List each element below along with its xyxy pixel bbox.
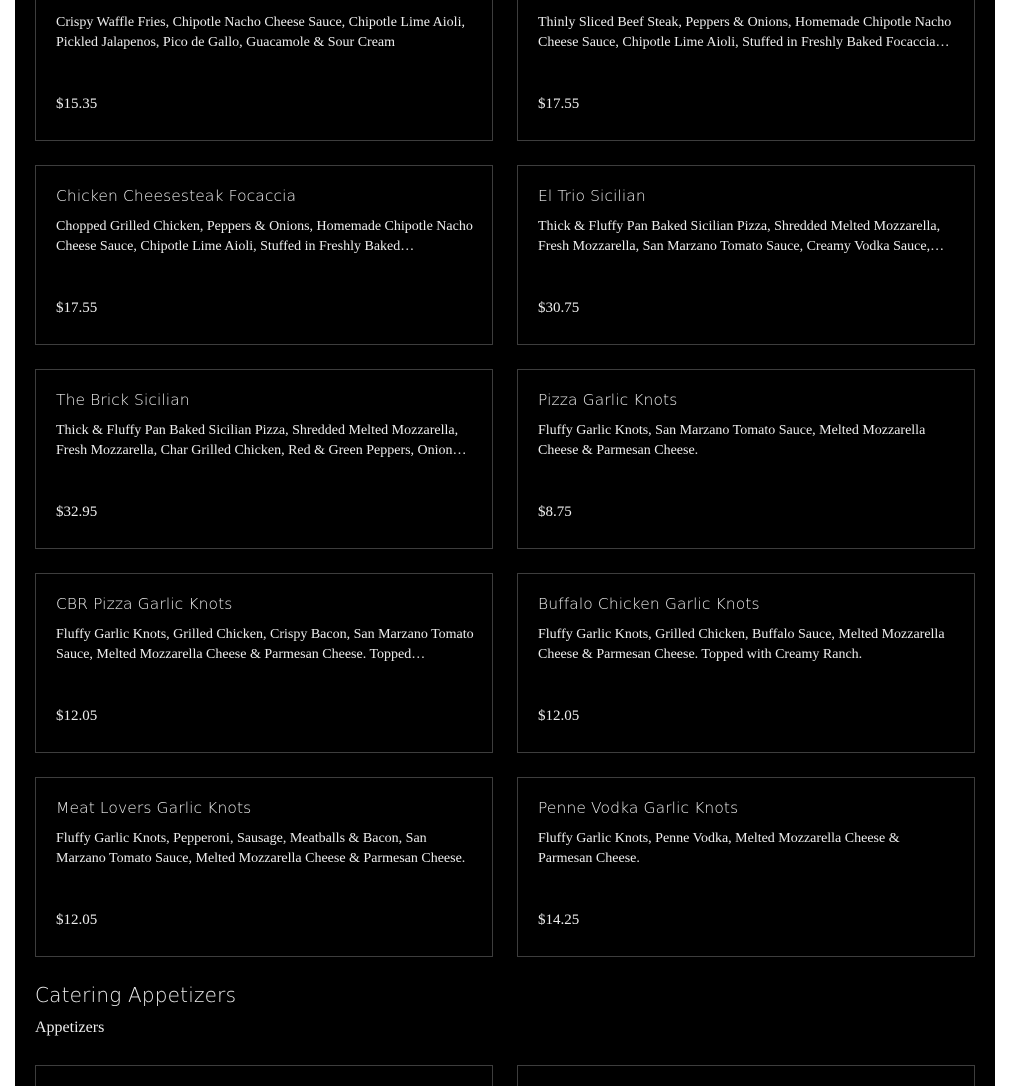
menu-item-description: Fluffy Garlic Knots, Penne Vodka, Melted Mozzarella Cheese & Parmesan Cheese. xyxy=(538,831,900,866)
section-subtitle: Appetizers xyxy=(35,1019,105,1036)
menu-item-price: $17.55 xyxy=(56,300,98,316)
menu-item-price: $15.35 xyxy=(56,96,98,112)
menu-item-description: Thick & Fluffy Pan Baked Sicilian Pizza, Shredded Melted Mozzarella, Fresh Mozzarella, Char Grilled Chicken, Red & Green Peppers, Onion… xyxy=(56,423,467,458)
menu-item-price: $12.05 xyxy=(56,912,98,928)
menu-item-price: $8.75 xyxy=(538,504,572,520)
menu-item-card[interactable] xyxy=(35,0,493,141)
menu-item-card[interactable] xyxy=(35,165,493,345)
menu-item-price: $32.95 xyxy=(56,504,98,520)
menu-item-description: Fluffy Garlic Knots, Grilled Chicken, Crispy Bacon, San Marzano Tomato Sauce, Melted Mozzarella Cheese & Parmesan Cheese. Topped… xyxy=(56,627,474,662)
menu-item-description: Fluffy Garlic Knots, Grilled Chicken, Buffalo Sauce, Melted Mozzarella Cheese & Parmesan Cheese. Topped with Creamy Ranch. xyxy=(538,627,945,662)
menu-item-description: Chopped Grilled Chicken, Peppers & Onions, Homemade Chipotle Nacho Cheese Sauce, Chipotle Lime Aioli, Stuffed in Freshly Baked… xyxy=(56,219,473,254)
menu-item-card[interactable] xyxy=(35,777,493,957)
menu-item-title: Buffalo Chicken Garlic Knots xyxy=(538,595,760,613)
menu-item-title: CBR Pizza Garlic Knots xyxy=(56,595,233,613)
menu-item-description: Thick & Fluffy Pan Baked Sicilian Pizza, Shredded Melted Mozzarella, Fresh Mozzarella, San Marzano Tomato Sauce, Creamy Vodka Sauce,… xyxy=(538,219,945,254)
menu-item-card[interactable] xyxy=(517,165,975,345)
menu-item-card[interactable] xyxy=(517,777,975,957)
menu-item-card[interactable] xyxy=(517,0,975,141)
menu-item-description: Crispy Waffle Fries, Chipotle Nacho Cheese Sauce, Chipotle Lime Aioli, Pickled Jalapenos, Pico de Gallo, Guacamole & Sour Cream xyxy=(56,15,465,50)
menu-item-price: $12.05 xyxy=(56,708,98,724)
menu-grid xyxy=(35,0,975,957)
menu-item-price: $14.25 xyxy=(538,912,580,928)
menu-item-card[interactable] xyxy=(517,369,975,549)
menu-item-title: El Trio Sicilian xyxy=(538,187,646,205)
menu-item-card[interactable] xyxy=(35,1065,493,1086)
menu-item-description: Thinly Sliced Beef Steak, Peppers & Onions, Homemade Chipotle Nacho Cheese Sauce, Chipotle Lime Aioli, Stuffed in Freshly Baked Focaccia… xyxy=(538,15,952,50)
menu-item-card[interactable] xyxy=(517,1065,975,1086)
menu-item-title: Penne Vodka Garlic Knots xyxy=(538,799,739,817)
menu-panel xyxy=(15,0,995,1086)
menu-item-price: $30.75 xyxy=(538,300,580,316)
menu-item-title: Chicken Cheesesteak Focaccia xyxy=(56,187,297,205)
menu-item-title: Pizza Garlic Knots xyxy=(538,391,678,409)
menu-item-card[interactable] xyxy=(35,369,493,549)
menu-item-title: The Brick Sicilian xyxy=(56,391,190,409)
menu-item-title: Meat Lovers Garlic Knots xyxy=(56,799,252,817)
section-title: Catering Appetizers xyxy=(35,983,237,1007)
menu-item-description: Fluffy Garlic Knots, San Marzano Tomato Sauce, Melted Mozzarella Cheese & Parmesan Cheese. xyxy=(538,423,926,458)
menu-item-price: $12.05 xyxy=(538,708,580,724)
menu-item-card[interactable] xyxy=(517,573,975,753)
menu-item-description: Fluffy Garlic Knots, Pepperoni, Sausage, Meatballs & Bacon, San Marzano Tomato Sauce, Melted Mozzarella Cheese & Parmesan Cheese. xyxy=(56,831,466,866)
menu-item-price: $17.55 xyxy=(538,96,580,112)
menu-item-card[interactable] xyxy=(35,573,493,753)
